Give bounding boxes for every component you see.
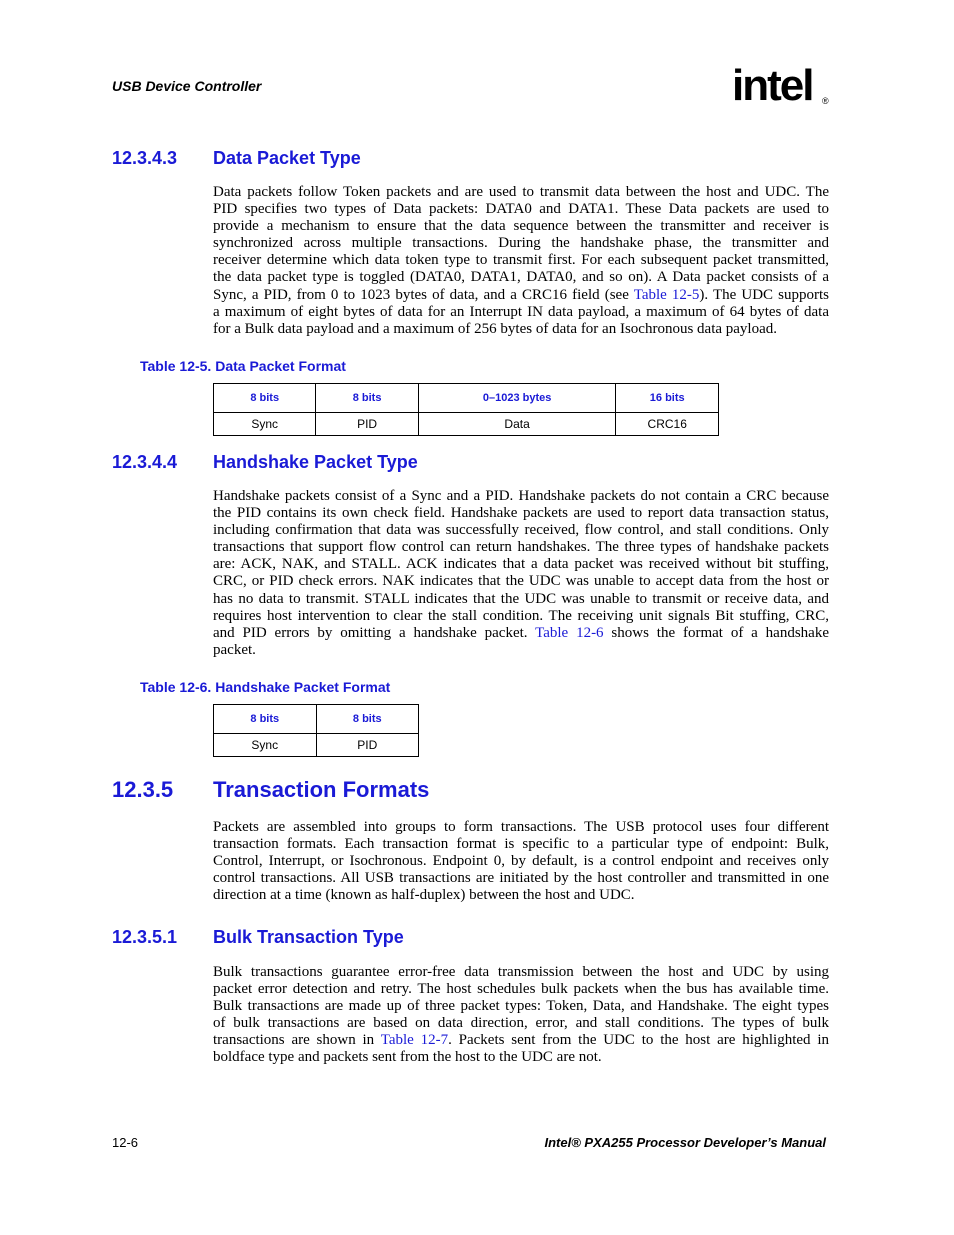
- table-12-6-caption: Table 12-6. Handshake Packet Format: [140, 679, 391, 695]
- table-12-7-link[interactable]: Table 12-7: [380, 1032, 449, 1049]
- table-12-5-link[interactable]: Table 12-5: [633, 286, 700, 303]
- text-line: transaction formats. Each transaction format is specific to a particular type of endpoint: Bulk,: [213, 836, 829, 853]
- data-packet-format-table: [213, 383, 719, 436]
- svg-text:®: ®: [822, 96, 829, 106]
- text-line: synchronized across multiple transactions. During the handshake phase, the transmitter and: [213, 235, 829, 252]
- text-line: control transactions. All USB transactions are initiated by the host controller and transmitted in one: [213, 870, 829, 887]
- table-header-cell: 16 bits: [616, 384, 719, 413]
- table-12-6-link[interactable]: Table 12-6: [535, 624, 604, 641]
- text-line: receiver determine which data token type to transmit first. For each subsequent packet transmitted,: [213, 252, 829, 269]
- section-number: 12.3.4.3: [112, 148, 178, 168]
- text-line: the data packet type is toggled (DATA0, DATA1, DATA0, and so on). A Data packet consists of a: [213, 269, 829, 286]
- section-title: Handshake Packet Type: [213, 452, 418, 472]
- section-title: Bulk Transaction Type: [213, 927, 404, 947]
- text-line: including confirmation that data was successfully received, flow control, and stall conditions. Only: [213, 522, 829, 539]
- text-line: transactions that support flow control can return handshakes. The three types of handshake packets: [213, 539, 829, 556]
- text-line: a maximum of eight bytes of data for an Interrupt IN data payload, a maximum of 64 bytes of data: [213, 303, 829, 320]
- text-line: Sync, a PID, from 0 to 1023 bytes of data, and a CRC16 field (see Table 12-5). The UDC supports: [213, 286, 829, 303]
- text-line: of bulk transactions are based on data direction, error, and stall conditions. The types of bulk: [213, 1015, 829, 1032]
- section-number: 12.3.5: [112, 777, 174, 802]
- section-title: Data Packet Type: [213, 148, 361, 168]
- transaction-formats-paragraph: [213, 819, 829, 904]
- text-line: Handshake packets consist of a Sync and a PID. Handshake packets do not contain a CRC because: [213, 488, 829, 504]
- text-line: direction at a time (known as half-duplex) between the host and UDC.: [213, 887, 635, 904]
- text-line: Bulk transactions are made up of three packet types: Token, Data, and Handshake. The eight types: [213, 998, 829, 1015]
- running-footer-title: Intel® PXA255 Processor Developer’s Manual: [544, 1135, 826, 1150]
- bulk-transaction-paragraph: [213, 964, 829, 1067]
- text-line: Packets are assembled into groups to form transactions. The USB protocol uses four different: [213, 819, 829, 835]
- text-line: Control, Interrupt, or Isochronous. Endpoint 0, by default, is a control endpoint and receives only: [213, 853, 829, 870]
- table-cell: CRC16: [616, 413, 719, 436]
- section-title: Transaction Formats: [213, 777, 430, 802]
- text-line: Bulk transactions guarantee error-free data transmission between the host and UDC by using: [213, 964, 829, 980]
- table-header-cell: 8 bits: [316, 384, 418, 413]
- handshake-packet-format-table: [213, 704, 419, 757]
- table-cell: PID: [316, 734, 418, 757]
- text-line: has no data to transmit. STALL indicates that the UDC was unable to transmit or receive data, and: [213, 590, 829, 607]
- text-line: are: ACK, NAK, and STALL. ACK indicates that a data packet was received without bit stuffing,: [213, 556, 829, 573]
- table-header-cell: 8 bits: [214, 705, 317, 734]
- handshake-packet-paragraph: [213, 488, 829, 659]
- text-line: Data packets follow Token packets and are used to transmit data between the host and UDC. The: [213, 184, 829, 200]
- section-number: 12.3.4.4: [112, 452, 178, 472]
- table-cell: PID: [316, 413, 418, 436]
- table-cell: Sync: [214, 734, 317, 757]
- table-header-cell: 8 bits: [316, 705, 418, 734]
- text-line: provide a mechanism to ensure that the data sequence between the transmitter and receiver is: [213, 218, 829, 235]
- table-12-5-caption: Table 12-5. Data Packet Format: [140, 358, 346, 374]
- text-line: PID specifies two types of Data packets: DATA0 and DATA1. These Data packets are used to: [213, 201, 829, 218]
- text-line: the PID contains its own check field. Handshake packets are used to report data transaction status,: [213, 505, 829, 522]
- text-line: CRC, or PID check errors. NAK indicates that the UDC was unable to accept data from the host or: [213, 573, 829, 590]
- text-line: boldface type and packets sent from the host to the UDC are not.: [213, 1049, 602, 1066]
- intel-logo: [732, 58, 836, 118]
- table-cell: Data: [418, 413, 616, 436]
- text-line: packet.: [213, 641, 256, 658]
- text-line: for a Bulk data payload and a maximum of 256 bytes of data for an Isochronous data payload.: [213, 320, 778, 337]
- table-cell: Sync: [214, 413, 316, 436]
- svg-text:intel: intel: [732, 61, 813, 110]
- text-line: and PID errors by omitting a handshake packet. Table 12-6 shows the format of a handshake: [213, 624, 829, 641]
- text-line: requires host intervention to clear the stall condition. The receiving unit signals Bit stuffing, CRC,: [213, 607, 829, 624]
- table-header-cell: 0–1023 bytes: [418, 384, 616, 413]
- text-line: packet error detection and retry. The host schedules bulk packets when the bus has available time.: [213, 981, 829, 998]
- running-header: USB Device Controller: [112, 78, 262, 94]
- page-number: 12-6: [112, 1135, 139, 1150]
- data-packet-paragraph: [213, 184, 829, 338]
- text-line: transactions are shown in Table 12-7. Packets sent from the UDC to the host are highlighted in: [213, 1032, 829, 1049]
- table-header-cell: 8 bits: [214, 384, 316, 413]
- section-number: 12.3.5.1: [112, 927, 178, 947]
